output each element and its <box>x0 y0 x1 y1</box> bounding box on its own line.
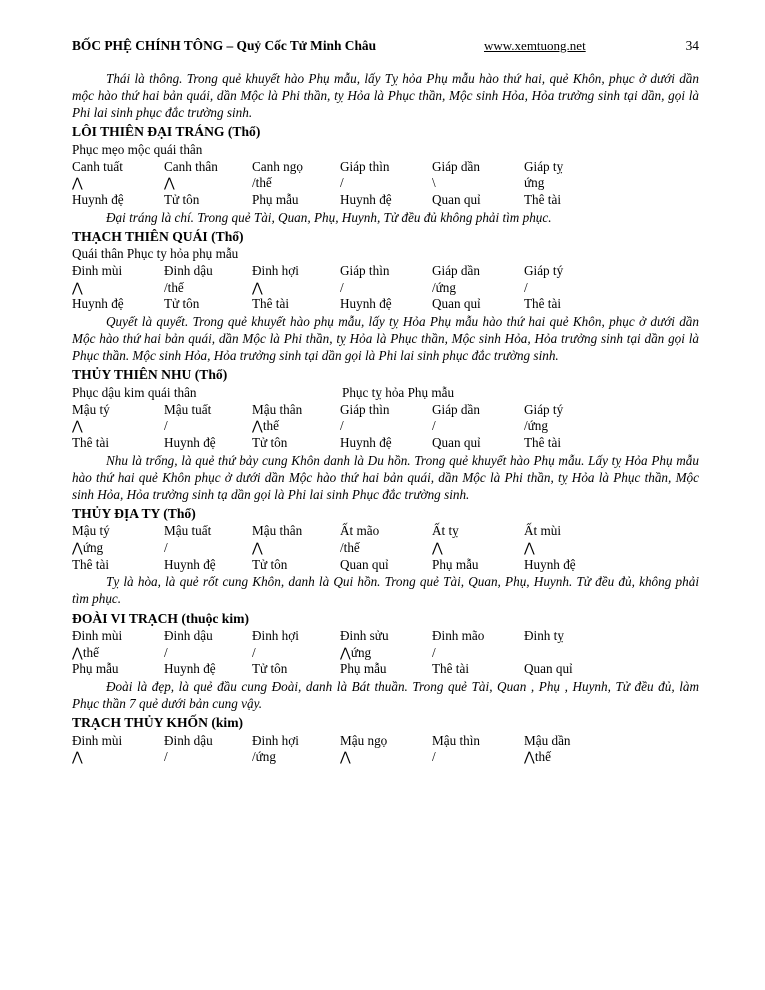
table-cell: Đinh dậu <box>164 263 213 279</box>
table-cell: / <box>252 644 256 660</box>
table-cell: Quan quỉ <box>432 192 481 207</box>
table-cell: Huynh đệ <box>524 556 576 572</box>
table-cell: ⋀ <box>164 175 175 191</box>
table-cell: /ứng <box>524 418 548 434</box>
table-cell: Canh ngọ <box>252 158 303 174</box>
section-heading: TRẠCH THỦY KHỐN (kim) <box>72 715 244 731</box>
table-cell: /thế <box>340 540 360 556</box>
section-heading: THỦY THIÊN NHU (Thổ) <box>72 367 228 383</box>
table-cell: Huynh đệ <box>340 434 392 450</box>
table-cell: Mậu tuất <box>164 523 212 539</box>
table-cell: Thê tài <box>252 296 289 312</box>
table-cell: Quan quỉ <box>340 556 389 572</box>
table-cell: / <box>524 279 528 295</box>
table-cell: / <box>432 749 436 765</box>
table-cell: Thê tài <box>524 434 561 450</box>
section-heading: THỦY ĐỊA TY (Thổ) <box>72 506 196 522</box>
hexagram-table <box>72 402 699 452</box>
book-title: BỐC PHỆ CHÍNH TÔNG – Quỷ Cốc Tử Minh Châu <box>72 38 377 53</box>
table-cell: Phụ mẫu <box>340 661 387 677</box>
table-cell: Huynh đệ <box>164 434 216 450</box>
table-cell: ⋀ <box>72 749 83 765</box>
table-cell: ⋀ <box>72 175 83 191</box>
table-cell: /ứng <box>252 749 276 765</box>
table-cell: ⋀thế <box>524 749 551 765</box>
hexagram-table <box>72 523 699 573</box>
table-cell: Canh tuất <box>72 158 123 174</box>
table-cell: Đinh hợi <box>252 628 299 643</box>
table-cell: Đinh sửu <box>340 628 389 643</box>
table-cell: Huynh đệ <box>340 192 392 207</box>
table-cell: ⋀ <box>252 540 263 556</box>
table-cell: Huynh đệ <box>72 192 124 207</box>
intro-paragraph: Thái là thông. Trong quẻ khuyết hào Phụ mẫu, lấy Tỵ hỏa Phụ mẫu hào thứ hai, quẻ Khôn, phục ở dưới dần mộc hào thứ hai bản quái, dần Mộc là Phi thần, tỵ Hỏa là Phục thần, Mộc sinh Hỏa, Hỏa trưởng sinh tại dần, gọi là Phi lai sinh phục đắc trường sinh. <box>72 71 699 121</box>
table-cell: ⋀ <box>72 418 83 434</box>
table-cell: /thế <box>252 175 272 191</box>
table-cell: /thế <box>164 279 184 295</box>
table-cell: Đinh dậu <box>164 628 213 643</box>
table-cell: Đinh dậu <box>164 732 213 748</box>
section-note: Tỵ là hòa, là quẻ rốt cung Khôn, danh là Qui hồn. Trong quẻ Tài, Quan, Phụ, Huynh. Tử đều đủ, không phải tìm phục. <box>72 574 699 607</box>
page-number: 34 <box>685 38 699 53</box>
table-cell: ⋀ứng <box>340 644 372 660</box>
table-cell: Đinh mùi <box>72 263 123 279</box>
table-cell: Huynh đệ <box>164 661 216 677</box>
table-cell: ⋀thế <box>72 644 99 660</box>
table-cell: Ất mùi <box>524 523 561 539</box>
table-cell: ⋀ <box>432 540 443 556</box>
table-cell: Đinh mùi <box>72 628 123 643</box>
table-cell: Đinh mão <box>432 628 485 643</box>
table-cell: Giáp tý <box>524 263 564 279</box>
table-cell: Mậu tý <box>72 401 110 417</box>
table-cell: Đinh tỵ <box>524 628 564 643</box>
table-cell: Phụ mẫu <box>252 192 299 207</box>
hexagram-table <box>72 159 699 209</box>
hexagram-table <box>72 733 699 766</box>
table-cell: Giáp dần <box>432 158 480 174</box>
subline-left: Phục dậu kim quái thân <box>72 384 197 400</box>
table-cell: Mậu tuất <box>164 401 212 417</box>
section-heading: LÔI THIÊN ĐẠI TRÁNG (Thổ) <box>72 124 261 140</box>
table-cell: Tử tôn <box>252 434 288 450</box>
table-cell: Giáp thìn <box>340 401 390 417</box>
table-cell: Mậu dần <box>524 732 571 748</box>
table-cell: Huynh đệ <box>340 296 392 312</box>
section-subline <box>72 385 699 402</box>
table-cell: ⋀ứng <box>72 540 104 556</box>
section-note: Nhu là trống, là quẻ thứ bảy cung Khôn danh là Du hồn. Trong quẻ khuyết hào Phụ mẫu. Lấy tỵ Hỏa Phụ mẫu hào thứ hai quẻ Khôn phục ở dưới dần Mộc hào thứ hai bản quái, dần Mộc là Phi thần, tỵ Hỏa là Phục thần, Mộc sinh Hỏa, Hỏa trưởng sinh tạ dần gọi là Phi lai sinh Phục đắc trường sinh. <box>72 452 699 502</box>
table-cell <box>524 645 634 662</box>
hexagram-table <box>72 263 699 313</box>
section-subline: Quái thân Phục ty hỏa phụ mẫu <box>72 246 239 262</box>
page-header <box>72 38 699 54</box>
table-cell: Ất tỵ <box>432 523 459 539</box>
section-heading: ĐOÀI VI TRẠCH (thuộc kim) <box>72 610 249 626</box>
table-cell: Giáp thìn <box>340 263 390 279</box>
table-cell: Mậu thân <box>252 523 303 539</box>
table-cell: Thê tài <box>432 661 469 677</box>
table-cell: \ <box>432 175 436 191</box>
table-cell: ⋀ <box>72 279 83 295</box>
subline-right: Phục tỵ hỏa Phụ mẫu <box>342 384 455 400</box>
table-cell: ⋀thế <box>252 418 279 434</box>
table-cell: Thê tài <box>524 296 561 312</box>
table-cell: / <box>164 749 168 765</box>
table-cell: / <box>164 644 168 660</box>
table-cell: Giáp tý <box>524 401 564 417</box>
table-cell: Quan quỉ <box>432 296 481 312</box>
table-cell: Mậu thìn <box>432 732 480 748</box>
table-cell: Ất mão <box>340 523 380 539</box>
table-cell: / <box>432 418 436 434</box>
table-cell: Quan quỉ <box>524 661 573 677</box>
table-cell: Phụ mẫu <box>432 556 479 572</box>
table-cell: Giáp thìn <box>340 158 390 174</box>
table-cell: / <box>432 644 436 660</box>
table-cell: / <box>164 540 168 556</box>
table-cell: ⋀ <box>524 540 535 556</box>
table-cell: Tử tôn <box>252 556 288 572</box>
website-url[interactable]: www.xemtuong.net <box>483 38 586 53</box>
table-cell: Thê tài <box>72 434 109 450</box>
table-cell: Phụ mẫu <box>72 661 119 677</box>
section-note: Quyết là quyết. Trong quẻ khuyết hào phụ mẫu, lấy tỵ Hỏa Phụ mẫu hào thứ hai quẻ Khôn, phục ở dưới dần Mộc hào thứ hai bản quái, dần Mộc là Phi thần, tỵ Hỏa là Phục thần, Mộc sinh Hỏa, Hỏa trưởng sinh tại dần gọi là Phục thần. Mộc sinh Hỏa, Hỏa trưởng sinh tại dần gọi là Phi lai sinh phục đắc trường sinh. <box>72 313 699 364</box>
section-subline: Phục mẹo mộc quái thân <box>72 141 203 157</box>
table-cell: / <box>340 418 344 434</box>
table-cell: /ứng <box>432 279 456 295</box>
hexagram-table <box>72 628 699 678</box>
table-cell: ⋀ <box>252 279 263 295</box>
table-cell: Tử tôn <box>164 296 200 312</box>
table-cell: Tử tôn <box>252 661 288 677</box>
section-heading: THẠCH THIÊN QUÁI (Thổ) <box>72 228 244 244</box>
table-cell: Giáp dần <box>432 263 480 279</box>
section-note: Đại tráng là chí. Trong quẻ Tài, Quan, Phụ, Huynh, Tử đều đủ không phải tìm phục. <box>106 209 552 225</box>
table-cell: Mậu ngọ <box>340 732 388 748</box>
table-cell: ⋀ <box>340 749 351 765</box>
table-cell: Đinh hợi <box>252 263 299 279</box>
table-cell: Mậu thân <box>252 401 303 417</box>
table-cell: / <box>340 279 344 295</box>
table-cell: Đinh mùi <box>72 732 123 748</box>
table-cell: Canh thân <box>164 158 218 174</box>
table-cell: / <box>164 418 168 434</box>
table-cell: Giáp dần <box>432 401 480 417</box>
table-cell: Mậu tý <box>72 523 110 539</box>
table-cell: / <box>340 175 344 191</box>
table-cell: Tử tôn <box>164 192 200 207</box>
section-note: Đoài là đẹp, là quẻ đầu cung Đoài, danh là Bát thuần. Trong quẻ Tài, Quan , Phụ , Huynh, Tử đều đủ, làm Phục thần 7 quẻ dưới bản cung vậy. <box>72 678 699 712</box>
table-cell: Đinh hợi <box>252 732 299 748</box>
table-cell: Giáp tỵ <box>524 158 564 174</box>
table-cell: Thê tài <box>72 556 109 572</box>
table-cell: Quan quỉ <box>432 434 481 450</box>
table-cell: ứng <box>524 175 545 191</box>
table-cell: Huynh đệ <box>72 296 124 312</box>
table-cell: Thê tài <box>524 192 561 207</box>
table-cell: Huynh đệ <box>164 556 216 572</box>
